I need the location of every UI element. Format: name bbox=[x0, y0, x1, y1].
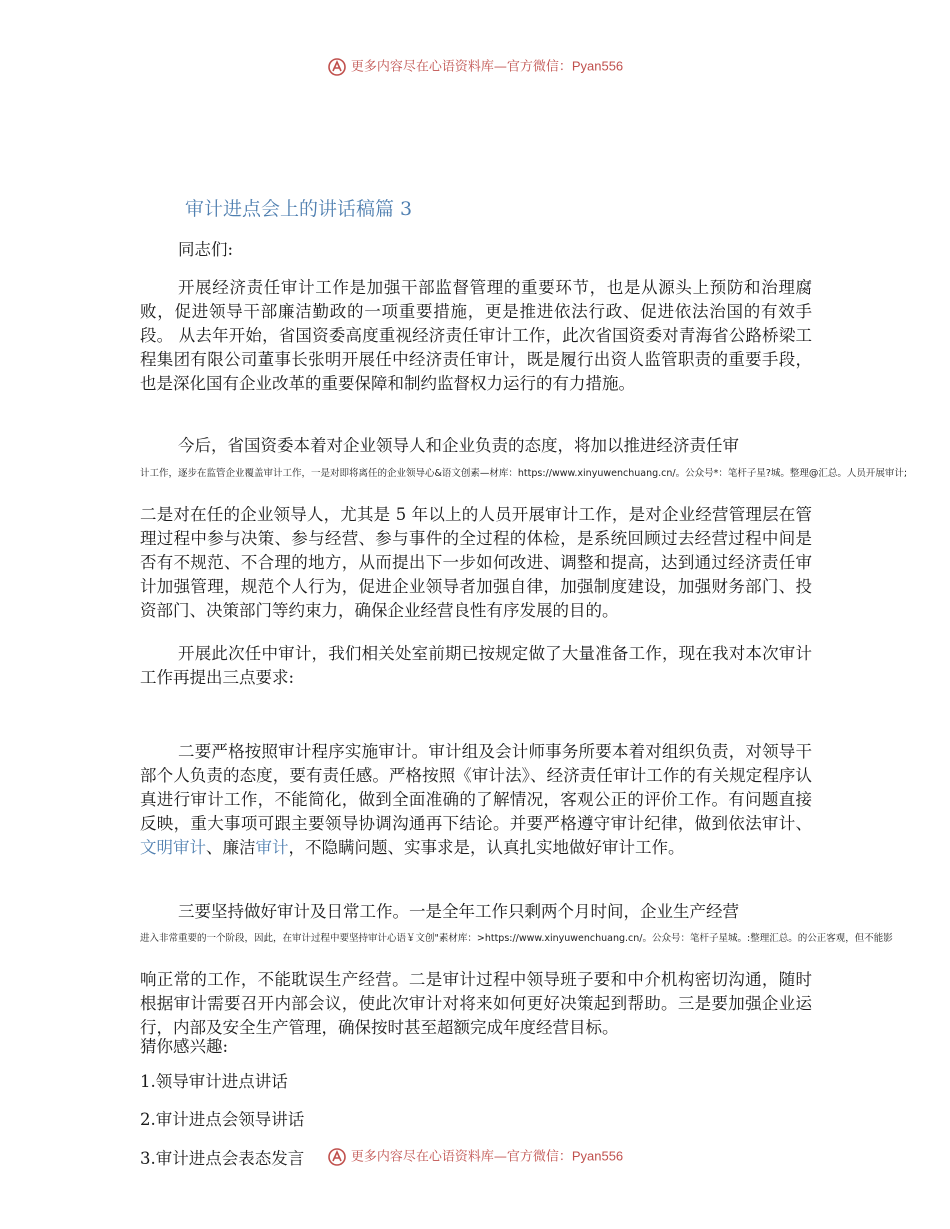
doc-title: 审计进点会上的讲话稿篇 3 bbox=[185, 198, 413, 220]
related-link-2[interactable]: 2.审计进点会领导讲话 bbox=[140, 1110, 305, 1129]
paragraph-3: 二是对在任的企业领导人，尤其是 5 年以上的人员开展审计工作，是对企业经营管理层在管理过程中参与决策、参与经营、参与事件的全过程的体检，是系统回顾过去经营过程中间是否有不规范、不合理的地方，从而提出下一步如何改进、调整和提高，达到通过经济责任审计加强管理，规范个人行为，促进企业领导者加强自律，加强制度建设，加强财务部门、投资部门、决策部门等约束力，确保企业经营良性有序发展的目的。 bbox=[140, 505, 812, 620]
watermark-note-1: 计工作，逐步在监管企业覆盖审计工作，一是对即将离任的企业领导心&语文创素—材库：https://www.xinyuwenchuang.cn/。公众号*：笔杆子星?城。整理@汇总。人员开展审计; bbox=[140, 468, 908, 479]
paragraph-1: 开展经济责任审计工作是加强干部监督管理的重要环节，也是从源头上预防和治理腐败，促进领导干部廉洁勤政的一项重要措施，更是推进依法行政、促进依法治国的有效手段。 从去年开始，省国资委高度重视经济责任审计工作，此次省国资委对青海省公路桥梁工程集团有限公司董事长张明开展任中经济责任审计，既是履行出资人监管职责的重要手段，也是深化国有企业改革的重要保障和制约监督权力运行的有力措施。 bbox=[140, 278, 812, 393]
logo-icon bbox=[327, 57, 347, 77]
footer-banner bbox=[0, 1147, 950, 1167]
banner-text: 更多内容尽在心语资料库—官方微信： bbox=[350, 59, 572, 75]
related-link-1[interactable]: 1.领导审计进点讲话 bbox=[140, 1072, 288, 1091]
logo-icon bbox=[327, 1147, 347, 1167]
greeting: 同志们: bbox=[178, 240, 234, 259]
paragraph-7: 响正常的工作，不能耽误生产经营。二是审计过程中领导班子要和中介机构密切沟通，随时根据审计需要召开内部会议，使此次审计对将来如何更好决策起到帮助。三是要加强企业运行，内部及安全生产管理，确保按时甚至超额完成年度经营目标。 bbox=[140, 970, 812, 1037]
paragraph-6: 三要坚持做好审计及日常工作。一是全年工作只剩两个月时间，企业生产经营 bbox=[178, 902, 739, 921]
banner-text: 更多内容尽在心语资料库—官方微信： bbox=[350, 1149, 572, 1165]
related-link-3[interactable]: 3.审计进点会表态发言 bbox=[140, 1149, 305, 1168]
paragraph-5 bbox=[140, 740, 812, 860]
watermark-note-2: 进入非常重要的一个阶段，因此，在审计过程中要坚持审计心语￥文创"素材库：>https://www.xinyuwenchuang.cn/。公众号：笔杆子星城。:整理汇总。的公正客观，但不能影 bbox=[140, 933, 893, 944]
link-civil-audit[interactable]: 文明审计 bbox=[140, 838, 206, 857]
paragraph-2: 今后，省国资委本着对企业领导人和企业负责的态度，将加以推进经济责任审 bbox=[178, 436, 739, 455]
link-audit[interactable]: 审计 bbox=[255, 838, 289, 857]
paragraph-5-text-c: ，不隐瞒问题、实事求是，认真扎实地做好审计工作。 bbox=[288, 838, 685, 857]
interest-label: 猜你感兴趣: bbox=[140, 1037, 229, 1056]
banner-wechat: Pyan556 bbox=[571, 1148, 624, 1164]
paragraph-5-text-b: 、廉洁 bbox=[206, 838, 256, 857]
paragraph-5-text-a: 二要严格按照审计程序实施审计。审计组及会计师事务所要本着对组织负责，对领导干部个人负责的态度，要有责任感。严格按照《审计法》、经济责任审计工作的有关规定程序认真进行审计工作，不能简化，做到全面准确的了解情况，客观公正的评价工作。有问题直接反映，重大事项可跟主要领导协调沟通再下结论。并要严格遵守审计纪律，做到依法审计、 bbox=[140, 742, 812, 833]
banner-wechat: Pyan556 bbox=[571, 58, 624, 74]
paragraph-4: 开展此次任中审计，我们相关处室前期已按规定做了大量准备工作，现在我对本次审计工作再提出三点要求: bbox=[140, 644, 812, 687]
header-banner bbox=[0, 57, 950, 77]
